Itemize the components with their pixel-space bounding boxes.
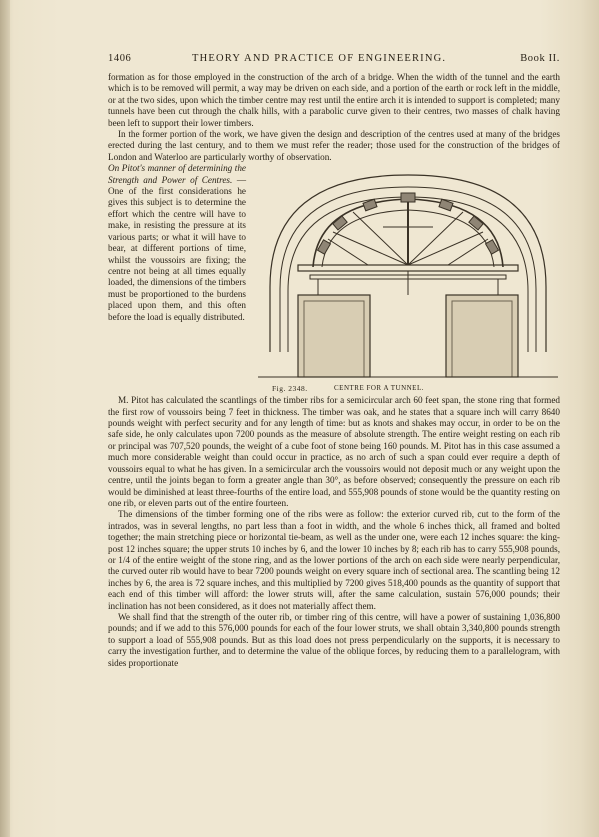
figure-number: Fig. 2348.	[272, 384, 308, 394]
side-text: — One of the first considerations he gives this subject is to determine the effort which the centre will have to make, in resisting the pressure at its various parts; or what it will have to bear, at different portions of time, whilst the voussoirs are fixing; the centre not being at all times equally loaded, the dimensions of the timbers must be proportioned to the burdens placed upon them, and this often before the load is equally distributed.	[108, 174, 246, 322]
side-paragraph	[108, 163, 246, 323]
tunnel-centre-figure	[258, 167, 558, 382]
running-header	[108, 53, 560, 69]
main-text	[108, 72, 560, 669]
paragraph: In the former portion of the work, we have given the design and description of the centres used at many of the bridges erected during the last century, and to them we must refer the reader; those used for the construction of the bridges of London and Waterloo are particularly worthy of observation.	[108, 129, 560, 162]
paragraph: We shall find that the strength of the outer rib, or timber ring of this centre, will have a power of sustaining 1,036,800 pounds; and if we add to this 576,000 pounds for each of the four lower struts, we shall obtain 3,340,800 pounds strength to support a load of 555,908 pounds. But as this load does not press perpendicularly on the supports, it is necessary to carry the investigation further, and to determine the value of the oblique forces, by reducing them to a parallelogram, with sides proportionate	[108, 611, 560, 668]
book-label: Book II.	[520, 53, 560, 64]
side-heading: On Pitot's manner of determining the Strength and Power of Centres.	[108, 163, 246, 185]
figure-wrap-block	[108, 163, 560, 395]
paragraph: M. Pitot has calculated the scantlings of the timber ribs for a semicircular arch 60 feet span, the stone ring that formed the first row of voussoirs being 7 feet in thickness. The timber was oak, and he states that a square inch will carry 8640 pounds weight with perfect security and for any length of time: but as knots and shakes may occur, in order to be on the safe side, he only calculates upon 7200 pounds as the measure of absolute strength. The entire weight resting on each rib or principal was 707,520 pounds, the weight of a cube foot of stone being 160 pounds. M. Pitot has in this case assumed a much more considerable weight than could occur in practice, as no arch of such a span could ever require a depth of voussoirs equal to what he has given. In a semicircular arch the voussoirs would not deposit much or any weight upon the centre, until the joints began to form a greater angle than 30°, as before observed; consequently the pressure on each rib would be diminished at least three-fourths of the entire load, and 555,908 pounds of stone would be the quantity resting on one rib, or eleven parts out of the entire fourteen.	[108, 395, 560, 508]
paragraph: formation as for those employed in the construction of the arch of a bridge. When the width of the tunnel and the earth which is to be removed will permit, a way may be driven on each side, and a portion of the earth or rock left in the middle, or at the two sides, upon which the timber centre may rest until the entire arch it is intended to support is completed; many tunnels have been cut through the chalk hills, with a parabolic curve given to their centres, two masses of chalk having been left to support their lower timbers.	[108, 72, 560, 128]
book-spine-shadow	[0, 0, 10, 837]
figure-caption-text: CENTRE FOR A TUNNEL.	[334, 384, 424, 393]
paragraph: The dimensions of the timber forming one of the ribs were as follow: the exterior curved rib, cut to the form of the intrados, was in several lengths, no part less than a foot in width, and the whole 6 inches thick, all framed and bolted together; the main stretching piece or horizontal tie-beam, as well as the under one, were each 12 inches square: the king-post 12 inches square; the upper struts 10 inches by 6, and the lower 10 inches by 8; each rib has to carry 555,908 pounds, or 1/4 of the entire weight of the stone ring, and as the lower portions of the arch on each side were nearly perpendicular, the curved outer rib would have to bear 7200 pounds weight on every square inch of sectional area. The scantling being 12 inches by 6, the area is 72 square inches, and this multiplied by 7200 gives 518,400 pounds as the quantity of support that each end of this timber will afford: the lower struts will, after the same calculation, sustain 576,000 pounds; their inclination has not been considered, as it does not materially affect them.	[108, 509, 560, 611]
running-title: THEORY AND PRACTICE OF ENGINEERING.	[192, 53, 447, 64]
page-number: 1406	[108, 53, 132, 64]
